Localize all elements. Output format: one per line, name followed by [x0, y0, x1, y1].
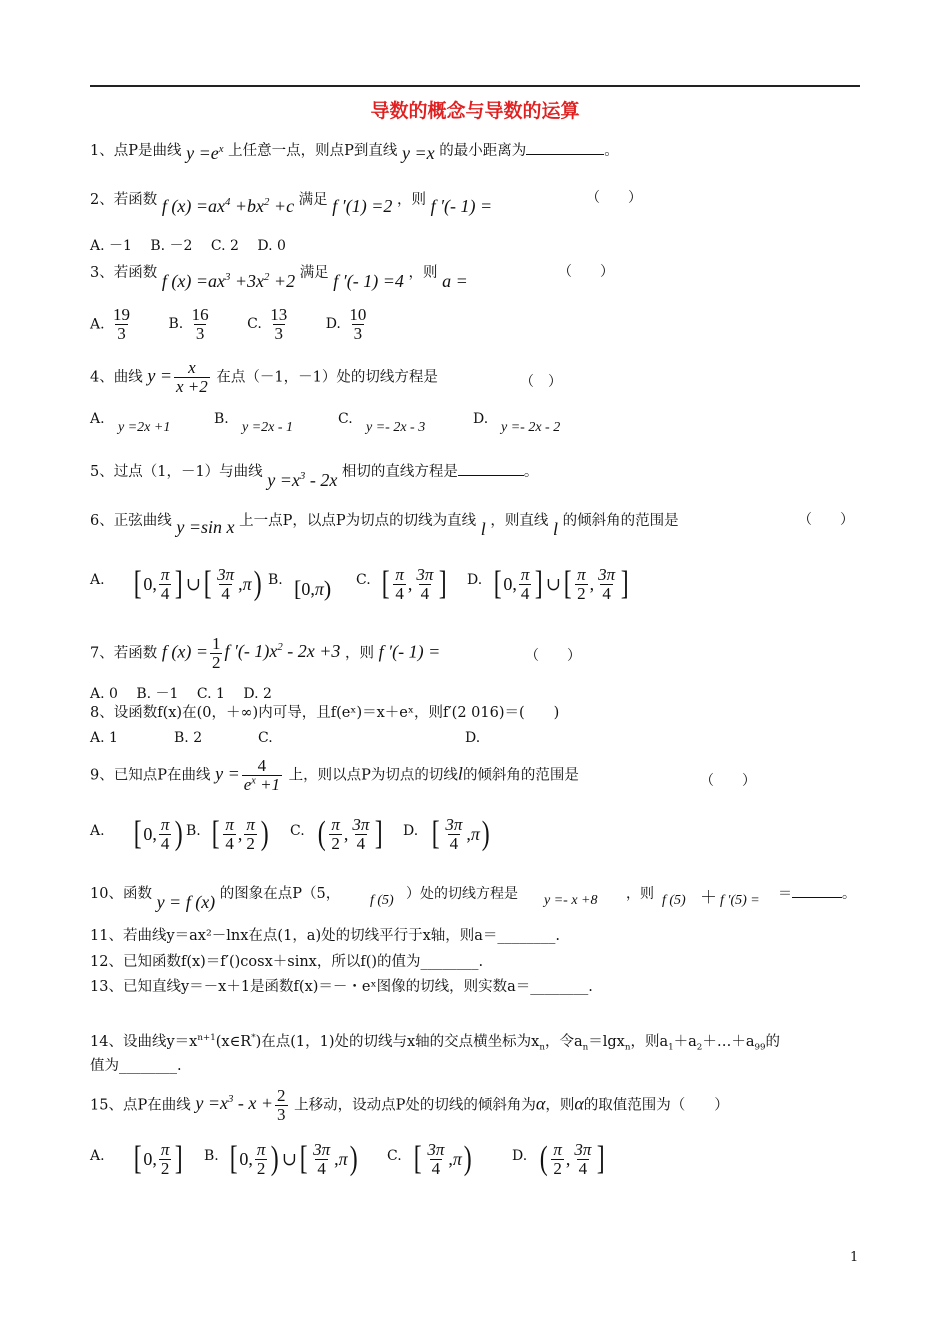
q7-half: $\frac{1}{2}$	[211, 634, 221, 672]
q2-text: 2、若函数	[90, 192, 158, 208]
q15-text: 15、点P在曲线	[90, 1097, 191, 1114]
q10-text-2: 的图象在点P（5，	[219, 886, 341, 902]
q9-option-d: [ $\frac{3\pi}{4}$ , π )	[431, 815, 490, 853]
q6-line-l-2: l	[552, 519, 558, 539]
q4-fraction: $\frac{x}{x +2}$	[175, 358, 208, 396]
q6-text-2: 上一点P，以点P为切点的切线为直线	[239, 513, 477, 529]
q3-option-b: $\frac{16}{3}$	[191, 305, 209, 343]
q3-text-2: 满足	[299, 265, 329, 281]
q8-option-d: D.	[465, 730, 481, 746]
q4-text: 4、曲线	[90, 369, 143, 386]
q9-line-l: l	[457, 763, 463, 784]
question-4	[90, 359, 438, 396]
q4-option-b: y =2x - 1	[242, 420, 294, 435]
q1-text-3: 的最小距离为	[439, 143, 527, 159]
q5-answer-blank[interactable]	[458, 475, 524, 476]
q2-answer-paren[interactable]: （ ）	[586, 190, 642, 206]
q15-curve: $y =x^3 - x$ +	[195, 1093, 273, 1114]
q4-answer-paren[interactable]: （ ）	[520, 374, 562, 390]
q9-fraction: $\frac{4}{e^x +1}$	[243, 756, 281, 794]
q6-option-d: [ 0 , $\frac{\pi}{4}$ ] ∪ [ $\frac{\pi}{2}$ , $\frac{3\pi}{4}$ ]	[493, 565, 629, 603]
q6-line-l: l	[480, 519, 486, 539]
q5-text: 5、过点（1，－1）与曲线	[90, 464, 263, 480]
q3-option-d-label: D.	[325, 316, 341, 333]
q9-option-d-label: D.	[403, 823, 419, 839]
q2-function: f $(x) =ax^4 +bx^2 +c$	[161, 196, 295, 216]
q3-option-b-label: B.	[168, 316, 184, 333]
q9-text-2: 上，则以点P为切点的切线	[288, 767, 458, 784]
q15-option-a: [ 0 , $\frac{\pi}{2}$ ]	[133, 1140, 183, 1178]
question-8: 8、设函数f(x)在(0，＋∞)内可导，且f(eˣ)＝x＋eˣ，则f′(2 016)＝( )	[90, 705, 560, 721]
q5-period: 。	[523, 464, 539, 480]
q4-option-b-label: B.	[214, 411, 229, 427]
q9-text: 9、已知点P在曲线	[90, 767, 211, 784]
q4-text-2: 在点（－1，－1）处的切线方程是	[216, 369, 438, 386]
q7-lhs: f (x) =	[161, 641, 208, 662]
q8-option-c: C.	[258, 730, 273, 746]
q1-line: y =x	[402, 143, 435, 163]
question-13: 13、已知直线y＝－x＋1是函数f(x)＝－・eˣ图像的切线，则实数a＝________.	[90, 979, 593, 995]
page-title: 导数的概念与导数的运算	[370, 100, 580, 122]
q3-text: 3、若函数	[90, 265, 158, 281]
q15-option-c-label: C.	[387, 1148, 402, 1164]
q3-options	[90, 306, 370, 343]
q7-text: 7、若函数	[90, 645, 158, 662]
q7-rhs: f ′(- $1)x^2 - 2x +3$	[224, 641, 341, 662]
q4-lhs: y =	[147, 365, 172, 386]
q3-option-a: $\frac{19}{3}$	[113, 305, 131, 343]
q10-text: 10、函数	[90, 886, 152, 902]
q2-text-2: 满足	[298, 192, 328, 208]
q10-tangent-line: y =- x +8	[544, 893, 598, 908]
q2-condition: f ′(1) =2	[332, 196, 393, 216]
q4-option-c-label: C.	[338, 411, 353, 427]
question-12: 12、已知函数f(x)＝f′()cosx＋sinx，所以f()的值为________.	[90, 954, 484, 970]
q4-option-a: y =2x +1	[118, 420, 171, 435]
q6-option-a: [ 0 , $\frac{\pi}{4}$ ] ∪ [ $\frac{3\pi}{4}$ , π )	[133, 565, 262, 603]
question-5	[90, 461, 539, 490]
q9-option-c: ( $\frac{\pi}{2}$ , $\frac{3\pi}{4}$ ]	[317, 815, 384, 853]
q6-option-b-label: B.	[268, 572, 283, 588]
q6-text-3: ，则直线	[490, 513, 549, 529]
q6-option-a-label: A.	[90, 572, 105, 588]
q7-text-2: ，则	[345, 645, 375, 662]
q15-text-2: 上移动，设动点P处的切线的倾斜角为	[294, 1097, 536, 1114]
q5-curve: $y =x^3 - 2x$	[267, 470, 338, 490]
q5-text-2: 相切的直线方程是	[341, 464, 458, 480]
question-9	[90, 757, 579, 794]
q9-option-a-label: A.	[90, 823, 105, 839]
q6-option-c: [ $\frac{\pi}{4}$ , $\frac{3\pi}{4}$ ]	[381, 565, 448, 603]
q15-option-c: [ $\frac{3\pi}{4}$ , π )	[413, 1140, 472, 1178]
q7-answer-paren[interactable]: （ ）	[525, 648, 581, 664]
q6-option-b: [ 0 , π )	[294, 576, 332, 601]
q15-text-4: 的取值范围为（ ）	[583, 1097, 729, 1114]
q3-option-c: $\frac{13}{3}$	[270, 305, 288, 343]
q7-options: A. 0 B. －1 C. 1 D. 2	[90, 686, 272, 702]
q6-option-c-label: C.	[356, 572, 371, 588]
question-1	[90, 140, 619, 163]
q3-expression: a =	[442, 271, 468, 291]
q10-text-4: ，则	[626, 886, 654, 902]
q9-answer-paren[interactable]: （ ）	[700, 773, 756, 789]
q3-text-3: ，则	[408, 265, 438, 281]
q15-option-b-label: B.	[204, 1148, 219, 1164]
q3-condition: f ′(- 1) =4	[333, 271, 404, 291]
q9-option-b-label: B.	[186, 823, 201, 839]
q6-text: 6、正弦曲线	[90, 513, 172, 529]
q15-alpha: α	[535, 1093, 546, 1114]
question-15	[90, 1087, 729, 1124]
q1-answer-blank[interactable]	[526, 154, 604, 155]
q1-text: 1、点P是曲线	[90, 143, 182, 159]
q6-answer-paren[interactable]: （ ）	[798, 512, 854, 528]
q15-text-3: ，则	[545, 1097, 575, 1114]
q1-curve: $y =e^x$	[186, 143, 224, 163]
q4-option-a-label: A.	[90, 411, 105, 427]
q4-option-d-label: D.	[473, 411, 489, 427]
q1-period: 。	[604, 143, 619, 159]
q3-answer-paren[interactable]: （ ）	[558, 264, 614, 280]
q10-answer: ＝ 。	[778, 886, 856, 902]
q15-option-a-label: A.	[90, 1148, 105, 1164]
q15-fraction: $\frac{2}{3}$	[277, 1086, 286, 1124]
header-rule	[90, 85, 860, 87]
q9-option-c-label: C.	[290, 823, 305, 839]
q15-option-d: ( $\frac{\pi}{2}$ , $\frac{3\pi}{4}$ ]	[539, 1140, 606, 1178]
page-number: 1	[850, 1250, 859, 1265]
q6-option-d-label: D.	[467, 572, 483, 588]
q9-lhs: y =	[215, 763, 240, 784]
q2-expression: f ′(- 1) =	[430, 196, 493, 216]
q6-text-4: 的倾斜角的范围是	[562, 513, 679, 529]
q15-alpha-2: α	[574, 1093, 584, 1114]
q2-text-3: ，则	[396, 192, 426, 208]
q15-option-d-label: D.	[512, 1148, 528, 1164]
q3-option-a-label: A.	[90, 316, 105, 333]
q10-f5: f (5)	[370, 893, 394, 908]
q10-derivative: f ′(5) =	[720, 893, 760, 908]
q6-curve: y =sin x	[176, 517, 235, 537]
question-3	[90, 262, 468, 291]
q2-options: A. －1 B. －2 C. 2 D. 0	[90, 238, 286, 254]
q9-option-b: [ $\frac{\pi}{4}$ , $\frac{\pi}{2}$ )	[211, 815, 269, 853]
q10-function: y = f (x)	[156, 892, 216, 912]
question-14-line-2: 值为________.	[90, 1058, 182, 1074]
q9-option-a: [ 0 , $\frac{\pi}{4}$ )	[133, 815, 183, 853]
question-10	[90, 883, 341, 912]
q10-text-3: ）处的切线方程是	[406, 886, 518, 902]
question-2	[90, 189, 493, 216]
q1-text-2: 上任意一点，则点P到直线	[228, 143, 398, 159]
q15-option-b: [ 0 , $\frac{\pi}{2}$ ) ∪ [ $\frac{3\pi}{4}$ , π )	[229, 1140, 358, 1178]
q3-function: f $(x) =ax^3 +3x^2 +2$	[161, 271, 296, 291]
q3-option-d: $\frac{10}{3}$	[349, 305, 367, 343]
q10-answer-blank[interactable]	[792, 897, 842, 898]
q8-option-a: A. 1	[90, 730, 118, 746]
question-11: 11、若曲线y＝ax²－lnx在点(1，a)处的切线平行于x轴，则a＝________.	[90, 928, 561, 944]
q3-option-c-label: C.	[247, 316, 262, 333]
question-14: 14、设曲线$y=x^{n+1}(x\in R^*)$在点(1，1)处的切线与x轴的交点横坐标为$x_n$，令$a_n=\lg x_n$，则$a_1+a_2+\dots+a_{99}$的	[90, 1033, 781, 1053]
q4-option-d: y =- 2x - 2	[501, 420, 561, 435]
question-7	[90, 635, 440, 672]
q10-plus: ＋	[700, 888, 717, 908]
q9-text-3: 的倾斜角的范围是	[462, 767, 579, 784]
q8-option-b: B. 2	[174, 730, 203, 746]
q7-expression: f ′(- 1) =	[378, 641, 441, 662]
q4-option-c: y =- 2x - 3	[366, 420, 426, 435]
question-6	[90, 510, 679, 539]
q10-f5-sum: f (5)	[662, 893, 686, 908]
